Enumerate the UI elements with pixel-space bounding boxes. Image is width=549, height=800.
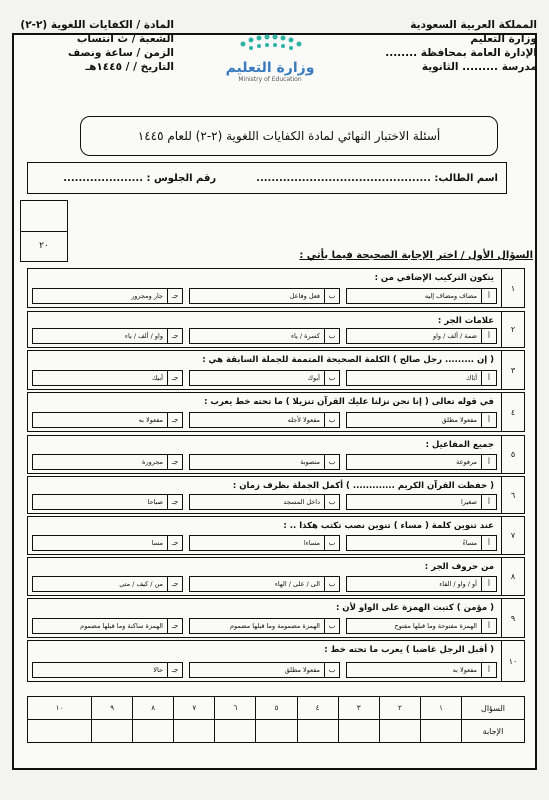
student-info	[27, 162, 507, 194]
option-letter: أ	[481, 536, 496, 550]
answer-option[interactable]	[32, 494, 183, 510]
answer-table-number: ١	[420, 697, 461, 720]
answer-cell[interactable]	[133, 720, 174, 743]
answer-table-number: ٩	[92, 697, 133, 720]
header-directorate: الإدارة العامة بمحافظة ........	[385, 47, 537, 59]
option-text: الهمزة ساكنة وما قبلها مضموم	[80, 622, 163, 630]
option-letter: ب	[324, 413, 339, 427]
answer-table-number: ٧	[174, 697, 215, 720]
option-text: أو / واو / الفاء	[439, 580, 477, 588]
answer-option[interactable]	[346, 576, 497, 592]
answer-option[interactable]	[32, 370, 183, 386]
header-right	[367, 18, 537, 74]
option-text: مفعولا مطلق	[441, 416, 477, 424]
question-8	[27, 557, 525, 596]
answer-option[interactable]	[346, 494, 497, 510]
option-text: مفعولا مطلق	[284, 666, 320, 674]
answer-cell[interactable]	[256, 720, 297, 743]
answer-option[interactable]	[346, 370, 497, 386]
answer-option[interactable]	[189, 370, 340, 386]
answer-option[interactable]	[32, 535, 183, 551]
header-date: التاريخ / / ١٤٤٥هـ	[85, 61, 174, 73]
header-subject: المادة / الكفايات اللغوية (٢-٢)	[20, 19, 174, 31]
answer-cell[interactable]	[174, 720, 215, 743]
option-text: مساءا	[303, 539, 320, 547]
question-3	[27, 350, 525, 390]
answer-option[interactable]	[189, 535, 340, 551]
answer-option[interactable]	[346, 454, 497, 470]
option-letter: جـ	[167, 577, 182, 591]
question-number: ٥	[501, 436, 524, 473]
option-text: حالا	[153, 666, 163, 674]
question-text: ( مؤمن ) كتبت الهمزة على الواو لأن :	[335, 603, 494, 613]
header-time: الزمن / ساعة ونصف	[68, 47, 174, 59]
question-number: ١	[501, 269, 524, 307]
header-section: الشعبة / ث انتساب	[76, 33, 174, 45]
question-9	[27, 598, 525, 638]
answer-table-number: ١٠	[28, 697, 92, 720]
option-text: مفعولا لأجله	[287, 416, 320, 424]
answer-option[interactable]	[32, 412, 183, 428]
answer-option[interactable]	[189, 454, 340, 470]
seat-number-field[interactable]: رقم الجلوس : .....................	[63, 172, 217, 184]
option-letter: أ	[481, 577, 496, 591]
option-text: مجرورة	[142, 458, 163, 466]
logo-wordmark: وزارة التعليم	[225, 60, 315, 76]
option-text: فعل وفاعل	[289, 292, 320, 300]
question-6	[27, 476, 525, 514]
question-number: ٦	[501, 477, 524, 513]
option-letter: جـ	[167, 371, 182, 385]
option-letter: أ	[481, 371, 496, 385]
question-number: ٩	[501, 599, 524, 637]
answer-option[interactable]	[346, 412, 497, 428]
option-text: داخل المسجد	[283, 498, 320, 506]
option-letter: ب	[324, 536, 339, 550]
answer-table-number: ٥	[256, 697, 297, 720]
option-letter: جـ	[167, 289, 182, 303]
option-letter: جـ	[167, 536, 182, 550]
header-school: مدرسة ......... الثانوية	[421, 61, 537, 73]
question-2	[27, 311, 525, 348]
option-text: مساءً	[462, 539, 477, 547]
question-4	[27, 392, 525, 432]
logo-english: Ministry of Education	[238, 76, 302, 83]
question-text: ( حفظت القرآن الكريم ............. ) أكمل الجملة بظرف زمان :	[232, 481, 494, 491]
student-name-field[interactable]: اسم الطالب: ..............................................	[256, 172, 498, 184]
option-text: الى / على / الهاء	[274, 580, 320, 588]
answer-option[interactable]	[346, 328, 497, 344]
question-text: من حروف الجر :	[424, 562, 494, 572]
option-letter: ب	[324, 663, 339, 677]
option-text: ضمة / ألف / واو	[432, 332, 477, 340]
question-text: عند تنوين كلمة ( مساء ) تنوين نصب تكتب هكذا .. :	[283, 521, 494, 531]
answer-cell[interactable]	[297, 720, 338, 743]
answer-option[interactable]	[32, 662, 183, 678]
option-letter: ب	[324, 577, 339, 591]
answer-option[interactable]	[189, 412, 340, 428]
answer-option[interactable]	[346, 535, 497, 551]
question-text: جميع المفاعيل :	[425, 440, 494, 450]
option-text: صباحا	[147, 498, 163, 506]
option-text: من / كيف / متى	[119, 580, 163, 588]
question-number: ٧	[501, 517, 524, 554]
answer-table-number: ٨	[133, 697, 174, 720]
option-letter: أ	[481, 289, 496, 303]
answer-option[interactable]	[32, 618, 183, 634]
answer-cell[interactable]	[215, 720, 256, 743]
option-letter: ب	[324, 619, 339, 633]
answer-option[interactable]	[189, 576, 340, 592]
option-text: الهمزة مفتوحة وما قبلها مفتوح	[394, 622, 477, 630]
answer-cell[interactable]	[338, 720, 379, 743]
answer-cell[interactable]	[379, 720, 420, 743]
option-letter: جـ	[167, 663, 182, 677]
header-left	[14, 18, 174, 74]
score-box	[20, 200, 68, 262]
question-5	[27, 435, 525, 474]
option-letter: ب	[324, 495, 339, 509]
answer-option[interactable]	[189, 494, 340, 510]
answer-table-number: ٢	[379, 697, 420, 720]
option-text: الهمزة مضمومة وما قبلها مضموم	[229, 622, 320, 630]
header-ministry: وزارة التعليم	[470, 33, 537, 45]
answer-cell[interactable]	[28, 720, 92, 743]
option-text: مفعولا به	[452, 666, 477, 674]
question-10	[27, 640, 525, 682]
option-letter: ب	[324, 289, 339, 303]
option-letter: جـ	[167, 455, 182, 469]
question-7	[27, 516, 525, 555]
question-text: ( أقبل الرجل غاضبا ) يعرب ما تحته خط :	[324, 645, 494, 655]
option-text: أبوك	[307, 374, 320, 382]
option-text: كسرة / ياء	[290, 332, 320, 340]
question-number: ١٠	[501, 641, 524, 681]
option-letter: أ	[481, 455, 496, 469]
question-number: ٨	[501, 558, 524, 595]
option-letter: ب	[324, 371, 339, 385]
answer-option[interactable]	[189, 288, 340, 304]
option-text: مسا	[151, 539, 163, 547]
question-text: يتكون التركيب الإضافي من :	[374, 273, 494, 283]
answer-table-question-label: السؤال	[462, 697, 525, 720]
ministry-logo	[220, 30, 320, 83]
question-text: في قوله تعالى ( إنا نحن نزلنا عليك القرآن تنزيلا ) ما تحته خط يعرب :	[204, 397, 494, 407]
answer-table-answer-label: الإجابة	[462, 720, 525, 743]
answer-option[interactable]	[32, 288, 183, 304]
option-letter: ب	[324, 455, 339, 469]
option-text: مرفوعة	[456, 458, 477, 466]
answer-option[interactable]	[32, 328, 183, 344]
answer-table-number: ٣	[338, 697, 379, 720]
section-title: السؤال الأول / اختر الإجابة الصحيحة فيما يأتي :	[299, 250, 533, 261]
option-letter: جـ	[167, 413, 182, 427]
answer-option[interactable]	[32, 454, 183, 470]
question-text: ( إن ......... رجل صالح ) الكلمة الصحيحة المتممة للجملة السابقة هي :	[202, 355, 494, 365]
answer-option[interactable]	[189, 618, 340, 634]
option-letter: أ	[481, 329, 496, 343]
option-letter: جـ	[167, 329, 182, 343]
question-number: ٤	[501, 393, 524, 431]
option-text: أبيك	[151, 374, 163, 382]
question-number: ٢	[501, 312, 524, 347]
answer-table-number: ٤	[297, 697, 338, 720]
answer-option[interactable]	[346, 288, 497, 304]
answer-option[interactable]	[346, 618, 497, 634]
question-number: ٣	[501, 351, 524, 389]
exam-title: أسئلة الاختبار النهائي لمادة الكفايات اللغوية (٢-٢) للعام ١٤٤٥	[80, 116, 498, 156]
score-total: ٢٠	[39, 241, 49, 251]
option-text: مفعولا به	[138, 416, 163, 424]
answer-cell[interactable]	[92, 720, 133, 743]
answer-option[interactable]	[189, 328, 340, 344]
option-text: منصوبة	[300, 458, 320, 466]
option-text: جار ومجرور	[131, 292, 163, 300]
option-letter: جـ	[167, 495, 182, 509]
option-letter: أ	[481, 413, 496, 427]
answer-cell[interactable]	[420, 720, 461, 743]
question-1	[27, 268, 525, 308]
option-letter: جـ	[167, 619, 182, 633]
answer-option[interactable]	[32, 576, 183, 592]
option-text: أبَاك	[466, 374, 477, 382]
option-text: صغيرا	[460, 498, 477, 506]
answer-option[interactable]	[346, 662, 497, 678]
logo-dots-icon	[235, 30, 305, 56]
option-text: واو / ألف / ياء	[124, 332, 163, 340]
option-letter: ب	[324, 329, 339, 343]
answer-table	[27, 696, 525, 743]
option-letter: أ	[481, 495, 496, 509]
question-text: علامات الجر :	[437, 316, 494, 326]
option-letter: أ	[481, 663, 496, 677]
header-country: المملكة العربية السعودية	[410, 19, 537, 31]
answer-option[interactable]	[189, 662, 340, 678]
answer-table-number: ٦	[215, 697, 256, 720]
option-text: مضاف ومضاف إليه	[424, 292, 477, 300]
option-letter: أ	[481, 619, 496, 633]
